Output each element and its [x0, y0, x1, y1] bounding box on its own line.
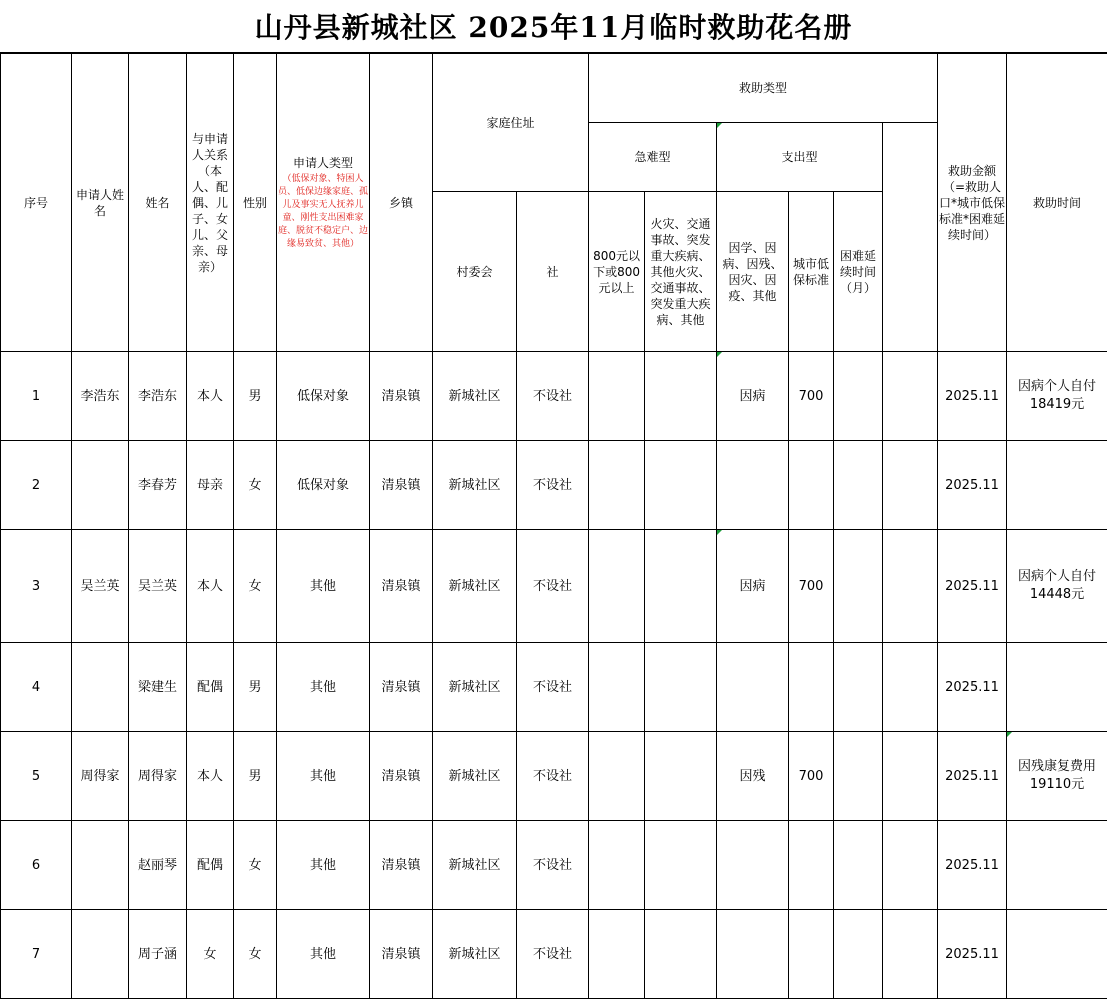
cell-name: 周得家: [129, 732, 187, 821]
cell-gender: 女: [234, 530, 277, 643]
cell-village: 新城社区: [433, 352, 517, 441]
header-applicant-name: 申请人姓名: [72, 54, 129, 352]
header-emergency-amount: 800元以下或800元以上: [589, 192, 645, 352]
cell-standard: [789, 910, 834, 999]
cell-village: 新城社区: [433, 732, 517, 821]
header-applicant-type-note: （低保对象、特困人员、低保边缘家庭、孤儿及事实无人抚养儿童、刚性支出困难家庭、脱贫不稳定户、边缘易致贫、其他）: [278, 173, 369, 249]
cell-gender: 男: [234, 352, 277, 441]
table-row: [1, 643, 1107, 732]
cell-seq: 4: [1, 643, 72, 732]
cell-gender: 男: [234, 732, 277, 821]
header-applicant-type-label: 申请人类型: [292, 155, 353, 170]
cell-name: 赵丽琴: [129, 821, 187, 910]
cell-duration: [834, 910, 883, 999]
cell-applicant: 吴兰英: [72, 530, 129, 643]
cell-she: 不设社: [517, 441, 589, 530]
cell-expense-reason: 因残: [717, 732, 789, 821]
cell-name: 李春芳: [129, 441, 187, 530]
cell-amount: [883, 732, 938, 821]
cell-emergency-reason: [645, 732, 717, 821]
header-seq: 序号: [1, 54, 72, 352]
header-she: 社: [517, 192, 589, 352]
cell-type: 其他: [277, 821, 370, 910]
cell-standard: 700: [789, 352, 834, 441]
cell-applicant: [72, 821, 129, 910]
cell-duration: [834, 643, 883, 732]
cell-type: 低保对象: [277, 441, 370, 530]
header-address: 家庭住址: [433, 54, 589, 192]
cell-seq: 2: [1, 441, 72, 530]
cell-standard: 700: [789, 732, 834, 821]
cell-seq: 6: [1, 821, 72, 910]
cell-emergency-amount: [589, 352, 645, 441]
cell-remark: 因病个人自付18419元: [1007, 352, 1107, 441]
roster-table-frame: [0, 52, 1107, 1001]
cell-relation: 女: [187, 910, 234, 999]
cell-town: 清泉镇: [370, 643, 433, 732]
cell-applicant: [72, 910, 129, 999]
table-row: [1, 821, 1107, 910]
cell-type: 其他: [277, 732, 370, 821]
header-emergency-reason: 火灾、交通事故、突发重大疾病、其他火灾、交通事故、突发重大疾病、其他: [645, 192, 717, 352]
cell-town: 清泉镇: [370, 821, 433, 910]
header-duration: 困难延续时间（月）: [834, 192, 883, 352]
cell-she: 不设社: [517, 821, 589, 910]
cell-standard: [789, 441, 834, 530]
cell-applicant: [72, 643, 129, 732]
header-aid-type: 救助类型: [589, 54, 938, 123]
table-body: [1, 352, 1107, 999]
cell-relation: 本人: [187, 530, 234, 643]
header-village: 村委会: [433, 192, 517, 352]
table-header: [1, 54, 1107, 352]
cell-emergency-amount: [589, 910, 645, 999]
cell-duration: [834, 352, 883, 441]
cell-remark: [1007, 821, 1107, 910]
cell-duration: [834, 821, 883, 910]
cell-emergency-reason: [645, 352, 717, 441]
cell-remark: [1007, 643, 1107, 732]
cell-time: 2025.11: [938, 643, 1007, 732]
cell-seq: 1: [1, 352, 72, 441]
cell-time: 2025.11: [938, 732, 1007, 821]
cell-type: 其他: [277, 910, 370, 999]
cell-emergency-reason: [645, 643, 717, 732]
cell-remark: [1007, 910, 1107, 999]
header-expense-reason: 因学、因病、因残、因灾、因疫、其他: [717, 192, 789, 352]
cell-she: 不设社: [517, 910, 589, 999]
cell-emergency-amount: [589, 643, 645, 732]
cell-remark: [1007, 441, 1107, 530]
cell-time: 2025.11: [938, 910, 1007, 999]
cell-expense-reason: [717, 441, 789, 530]
cell-she: 不设社: [517, 530, 589, 643]
cell-town: 清泉镇: [370, 910, 433, 999]
cell-amount: [883, 910, 938, 999]
cell-emergency-reason: [645, 530, 717, 643]
cell-relation: 本人: [187, 732, 234, 821]
cell-amount: [883, 530, 938, 643]
table-row: [1, 732, 1107, 821]
cell-duration: [834, 732, 883, 821]
cell-time: 2025.11: [938, 441, 1007, 530]
cell-duration: [834, 441, 883, 530]
header-expense: 支出型: [717, 123, 883, 192]
cell-town: 清泉镇: [370, 732, 433, 821]
cell-name: 周子涵: [129, 910, 187, 999]
cell-emergency-amount: [589, 732, 645, 821]
cell-emergency-amount: [589, 821, 645, 910]
cell-amount: [883, 643, 938, 732]
cell-duration: [834, 530, 883, 643]
cell-town: 清泉镇: [370, 441, 433, 530]
cell-time: 2025.11: [938, 352, 1007, 441]
cell-time: 2025.11: [938, 821, 1007, 910]
cell-seq: 5: [1, 732, 72, 821]
cell-remark: 因病个人自付14448元: [1007, 530, 1107, 643]
cell-emergency-reason: [645, 821, 717, 910]
cell-town: 清泉镇: [370, 352, 433, 441]
header-applicant-type: [277, 54, 370, 352]
cell-village: 新城社区: [433, 643, 517, 732]
cell-expense-reason: [717, 821, 789, 910]
cell-expense-reason: 因病: [717, 352, 789, 441]
cell-type: 低保对象: [277, 352, 370, 441]
cell-emergency-reason: [645, 910, 717, 999]
table-row: [1, 352, 1107, 441]
cell-relation: 母亲: [187, 441, 234, 530]
cell-village: 新城社区: [433, 821, 517, 910]
cell-applicant: [72, 441, 129, 530]
header-name: 姓名: [129, 54, 187, 352]
cell-village: 新城社区: [433, 530, 517, 643]
cell-village: 新城社区: [433, 910, 517, 999]
cell-she: 不设社: [517, 643, 589, 732]
cell-amount: [883, 352, 938, 441]
cell-amount: [883, 441, 938, 530]
cell-type: 其他: [277, 643, 370, 732]
table-row: [1, 441, 1107, 530]
cell-expense-reason: 因病: [717, 530, 789, 643]
page-title: 山丹县新城社区 2025年11月临时救助花名册: [254, 11, 853, 44]
cell-expense-reason: [717, 910, 789, 999]
cell-remark: 因残康复费用19110元: [1007, 732, 1107, 821]
cell-village: 新城社区: [433, 441, 517, 530]
cell-standard: [789, 643, 834, 732]
header-relation: 与申请人关系（本人、配偶、儿子、女儿、父亲、母亲）: [187, 54, 234, 352]
cell-seq: 7: [1, 910, 72, 999]
cell-emergency-amount: [589, 441, 645, 530]
cell-type: 其他: [277, 530, 370, 643]
header-gender: 性别: [234, 54, 277, 352]
roster-table: [0, 53, 1107, 999]
cell-gender: 女: [234, 910, 277, 999]
cell-town: 清泉镇: [370, 530, 433, 643]
cell-amount: [883, 821, 938, 910]
cell-applicant: 周得家: [72, 732, 129, 821]
header-time: 救助时间: [1007, 54, 1107, 352]
cell-standard: [789, 821, 834, 910]
cell-name: 李浩东: [129, 352, 187, 441]
header-town: 乡镇: [370, 54, 433, 352]
cell-time: 2025.11: [938, 530, 1007, 643]
cell-relation: 配偶: [187, 643, 234, 732]
cell-standard: 700: [789, 530, 834, 643]
cell-she: 不设社: [517, 352, 589, 441]
cell-seq: 3: [1, 530, 72, 643]
cell-relation: 本人: [187, 352, 234, 441]
cell-relation: 配偶: [187, 821, 234, 910]
table-row: [1, 910, 1107, 999]
cell-name: 吴兰英: [129, 530, 187, 643]
table-row: [1, 530, 1107, 643]
cell-applicant: 李浩东: [72, 352, 129, 441]
cell-she: 不设社: [517, 732, 589, 821]
cell-expense-reason: [717, 643, 789, 732]
cell-gender: 女: [234, 821, 277, 910]
cell-emergency-amount: [589, 530, 645, 643]
cell-emergency-reason: [645, 441, 717, 530]
cell-gender: 女: [234, 441, 277, 530]
cell-name: 梁建生: [129, 643, 187, 732]
header-emergency: 急难型: [589, 123, 717, 192]
header-amount: 救助金额（=救助人口*城市低保标准*困难延续时间）: [938, 54, 1007, 352]
cell-gender: 男: [234, 643, 277, 732]
header-urban-standard: 城市低保标准: [789, 192, 834, 352]
